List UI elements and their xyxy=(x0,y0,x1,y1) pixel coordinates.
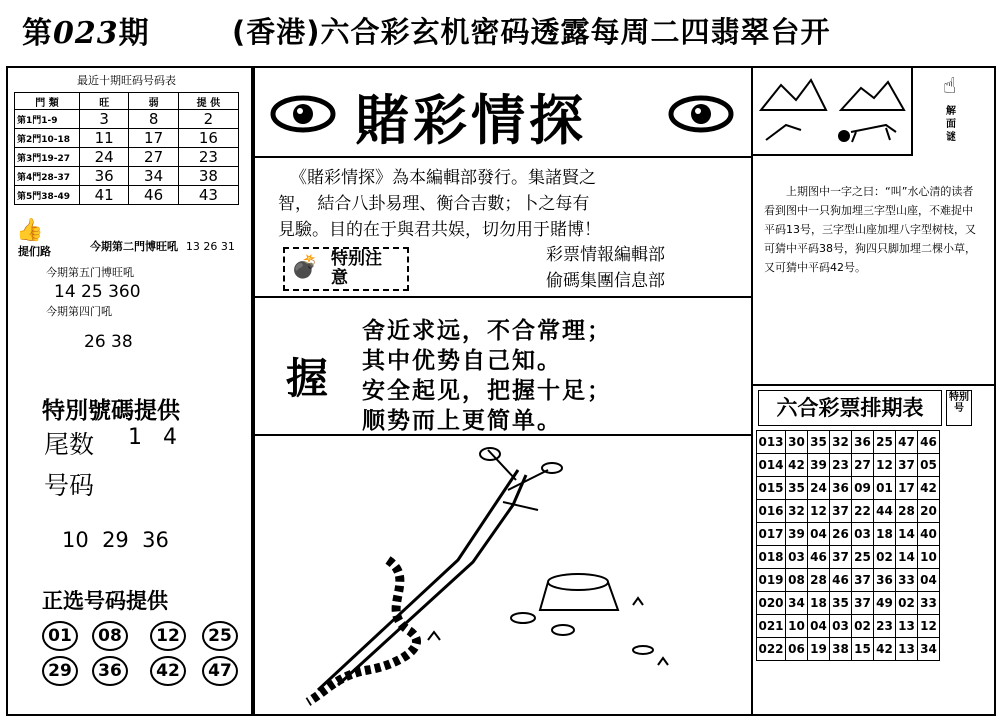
schedule-number: 37 xyxy=(852,592,874,615)
schedule-row xyxy=(757,500,940,523)
schedule-row xyxy=(757,638,940,661)
select-number: 08 xyxy=(92,621,128,651)
poem-line-3: 安全起见，把握十足； xyxy=(362,378,612,404)
schedule-number: 42 xyxy=(786,454,808,477)
schedule-issue: 020 xyxy=(757,592,786,615)
schedule-number: 14 xyxy=(896,523,918,546)
table-cell: 38 xyxy=(178,167,238,186)
riddle-illustration xyxy=(756,70,908,152)
tail-label: 尾数 xyxy=(44,430,95,459)
schedule-number: 22 xyxy=(852,500,874,523)
table-cell: 43 xyxy=(178,186,238,205)
schedule-number: 08 xyxy=(786,569,808,592)
table-cell: 16 xyxy=(178,129,238,148)
issue-prefix: 第 xyxy=(22,16,53,51)
schedule-number: 10 xyxy=(918,546,940,569)
schedule-number: 01 xyxy=(874,477,896,500)
schedule-number: 26 xyxy=(830,523,852,546)
intro-line-1: 《賭彩情探》為本編輯部發行。集諸賢之 xyxy=(290,168,596,188)
table-cell: 34 xyxy=(129,167,178,186)
schedule-number: 02 xyxy=(874,546,896,569)
tip-label: 提们路 xyxy=(18,245,51,258)
poem-line-2: 其中优势自己知。 xyxy=(362,348,562,374)
table-cell: 24 xyxy=(80,148,129,167)
schedule-issue: 015 xyxy=(757,477,786,500)
schedule-number: 18 xyxy=(808,592,830,615)
notice-badge xyxy=(283,247,409,291)
schedule-number: 04 xyxy=(808,615,830,638)
schedule-number: 32 xyxy=(830,431,852,454)
schedule-issue: 021 xyxy=(757,615,786,638)
schedule-row xyxy=(757,454,940,477)
schedule-number: 05 xyxy=(918,454,940,477)
schedule-row xyxy=(757,592,940,615)
schedule-number: 23 xyxy=(830,454,852,477)
table-header: 提 供 xyxy=(178,93,238,110)
schedule-number: 39 xyxy=(786,523,808,546)
table-row xyxy=(15,110,239,129)
recent-table-caption: 最近十期旺码号码表 xyxy=(77,74,176,87)
dept-1: 彩票情報編輯部 xyxy=(546,245,665,265)
banner-title: 賭彩情探 xyxy=(355,88,587,152)
table-cell: 36 xyxy=(80,167,129,186)
tip-line-3: 今期第四门吼 xyxy=(46,305,112,318)
page-title: (香港)六合彩玄机密码透露每周二四翡翠台开 xyxy=(232,15,831,49)
issue-number xyxy=(22,8,150,52)
intro-line-3: 見驗。目的在于與君共娱，切勿用于賭博！ xyxy=(278,220,601,240)
row-label: 第2門10-18 xyxy=(15,129,80,148)
schedule-number: 37 xyxy=(830,500,852,523)
bomb-icon: 💣 xyxy=(291,255,319,280)
select-number: 36 xyxy=(92,656,128,686)
poem-big-char: 握 xyxy=(286,354,329,403)
hint-label: 解面谜 xyxy=(946,106,956,143)
select-number: 47 xyxy=(202,656,238,686)
pointing-hand-icon: ☝ xyxy=(943,74,957,99)
table-cell: 23 xyxy=(178,148,238,167)
schedule-number: 06 xyxy=(786,638,808,661)
schedule-number: 19 xyxy=(808,638,830,661)
recent-table xyxy=(14,92,239,205)
table-row xyxy=(15,186,239,205)
schedule-number: 15 xyxy=(852,638,874,661)
schedule-number: 46 xyxy=(808,546,830,569)
schedule-number: 37 xyxy=(852,569,874,592)
schedule-number: 24 xyxy=(808,477,830,500)
riddle-answer: 上期图中一字之曰：“叫”水心清的读者看到图中一只狗加埋三字型山座，不难捉中平码13号，三字型山座加埋八字型树枝，又可猜中平码38号，狗四只脚加埋二棵小草，又可猜中平码42号。 xyxy=(764,185,976,274)
schedule-number: 14 xyxy=(896,546,918,569)
schedule-number: 12 xyxy=(918,615,940,638)
schedule-number: 34 xyxy=(786,592,808,615)
schedule-table xyxy=(756,430,940,661)
schedule-number: 27 xyxy=(852,454,874,477)
table-header: 門 類 xyxy=(15,93,80,110)
table-header: 旺 xyxy=(80,93,129,110)
table-row xyxy=(15,167,239,186)
dept-2: 偷碼集團信息部 xyxy=(546,271,665,291)
schedule-number: 09 xyxy=(852,477,874,500)
schedule-number: 36 xyxy=(830,477,852,500)
schedule-number: 47 xyxy=(896,431,918,454)
select-title: 正选号码提供 xyxy=(42,589,168,613)
schedule-number: 13 xyxy=(896,615,918,638)
table-cell: 8 xyxy=(129,110,178,129)
schedule-number: 35 xyxy=(786,477,808,500)
row-label: 第3門19-27 xyxy=(15,148,80,167)
thumbs-up-icon: 👍 xyxy=(16,218,44,243)
issue-value: 023 xyxy=(53,16,119,51)
row-label: 第4門28-37 xyxy=(15,167,80,186)
schedule-number: 35 xyxy=(830,592,852,615)
schedule-issue: 013 xyxy=(757,431,786,454)
schedule-number: 13 xyxy=(896,638,918,661)
schedule-number: 42 xyxy=(874,638,896,661)
puzzle-illustration xyxy=(258,440,748,710)
schedule-issue: 022 xyxy=(757,638,786,661)
table-cell: 17 xyxy=(129,129,178,148)
schedule-row xyxy=(757,477,940,500)
tip-line-1-text: 今期第二門博旺吼 xyxy=(90,240,178,253)
schedule-number: 35 xyxy=(808,431,830,454)
schedule-number: 03 xyxy=(852,523,874,546)
number-label: 号码 xyxy=(44,471,95,500)
schedule-issue: 014 xyxy=(757,454,786,477)
schedule-number: 28 xyxy=(808,569,830,592)
schedule-number: 37 xyxy=(830,546,852,569)
schedule-row xyxy=(757,546,940,569)
schedule-row xyxy=(757,569,940,592)
schedule-number: 49 xyxy=(874,592,896,615)
schedule-number: 23 xyxy=(874,615,896,638)
row-label: 第5門38-49 xyxy=(15,186,80,205)
schedule-row xyxy=(757,431,940,454)
table-header: 弱 xyxy=(129,93,178,110)
table-cell: 46 xyxy=(129,186,178,205)
tip-line-2: 今期第五门博旺吼 xyxy=(46,266,134,279)
tip-line-3-nums: 26 38 xyxy=(84,332,133,352)
schedule-number: 46 xyxy=(918,431,940,454)
schedule-number: 20 xyxy=(918,500,940,523)
tip-line-1 xyxy=(90,238,235,254)
tip-line-2-nums: 14 25 360 xyxy=(54,282,141,302)
schedule-number: 02 xyxy=(896,592,918,615)
schedule-number: 28 xyxy=(896,500,918,523)
row-label: 第1門1-9 xyxy=(15,110,80,129)
table-row xyxy=(15,148,239,167)
schedule-number: 12 xyxy=(808,500,830,523)
schedule-number: 10 xyxy=(786,615,808,638)
schedule-number: 33 xyxy=(896,569,918,592)
schedule-number: 04 xyxy=(918,569,940,592)
schedule-issue: 017 xyxy=(757,523,786,546)
issue-suffix: 期 xyxy=(118,16,150,51)
notice-label: 特别注意 xyxy=(331,249,382,288)
special-title: 特別號碼提供 xyxy=(42,398,180,424)
schedule-number: 42 xyxy=(918,477,940,500)
schedule-issue: 018 xyxy=(757,546,786,569)
number-values: 10 29 36 xyxy=(62,528,169,552)
schedule-row xyxy=(757,523,940,546)
schedule-number: 25 xyxy=(852,546,874,569)
schedule-number: 40 xyxy=(918,523,940,546)
schedule-number: 33 xyxy=(918,592,940,615)
tip-line-1-nums: 13 26 31 xyxy=(185,240,235,253)
schedule-title: 六合彩票排期表 xyxy=(758,390,942,426)
table-cell: 3 xyxy=(80,110,129,129)
schedule-number: 03 xyxy=(830,615,852,638)
poem-line-1: 舍近求远，不合常理； xyxy=(362,318,612,344)
intro-line-2: 智， 結合八卦易理、衡合吉數；卜之每有 xyxy=(278,194,590,214)
table-cell: 2 xyxy=(178,110,238,129)
schedule-number: 04 xyxy=(808,523,830,546)
schedule-number: 39 xyxy=(808,454,830,477)
schedule-row xyxy=(757,615,940,638)
schedule-number: 12 xyxy=(874,454,896,477)
schedule-number: 37 xyxy=(896,454,918,477)
schedule-number: 36 xyxy=(852,431,874,454)
schedule-number: 03 xyxy=(786,546,808,569)
select-number: 01 xyxy=(42,621,78,651)
schedule-number: 25 xyxy=(874,431,896,454)
schedule-number: 38 xyxy=(830,638,852,661)
schedule-special-label: 特别号 xyxy=(946,390,972,426)
eye-icon xyxy=(270,94,336,134)
table-row xyxy=(15,129,239,148)
schedule-number: 36 xyxy=(874,569,896,592)
tail-values: 1 4 xyxy=(128,425,177,450)
eye-icon xyxy=(668,94,734,134)
schedule-number: 32 xyxy=(786,500,808,523)
poem-line-4: 顺势而上更简单。 xyxy=(362,408,562,434)
select-number: 12 xyxy=(150,621,186,651)
schedule-number: 30 xyxy=(786,431,808,454)
schedule-number: 18 xyxy=(874,523,896,546)
select-number: 25 xyxy=(202,621,238,651)
table-cell: 27 xyxy=(129,148,178,167)
schedule-issue: 016 xyxy=(757,500,786,523)
table-cell: 11 xyxy=(80,129,129,148)
schedule-number: 44 xyxy=(874,500,896,523)
schedule-issue: 019 xyxy=(757,569,786,592)
schedule-number: 34 xyxy=(918,638,940,661)
select-number: 29 xyxy=(42,656,78,686)
schedule-number: 02 xyxy=(852,615,874,638)
schedule-number: 17 xyxy=(896,477,918,500)
table-cell: 41 xyxy=(80,186,129,205)
select-number: 42 xyxy=(150,656,186,686)
schedule-number: 46 xyxy=(830,569,852,592)
